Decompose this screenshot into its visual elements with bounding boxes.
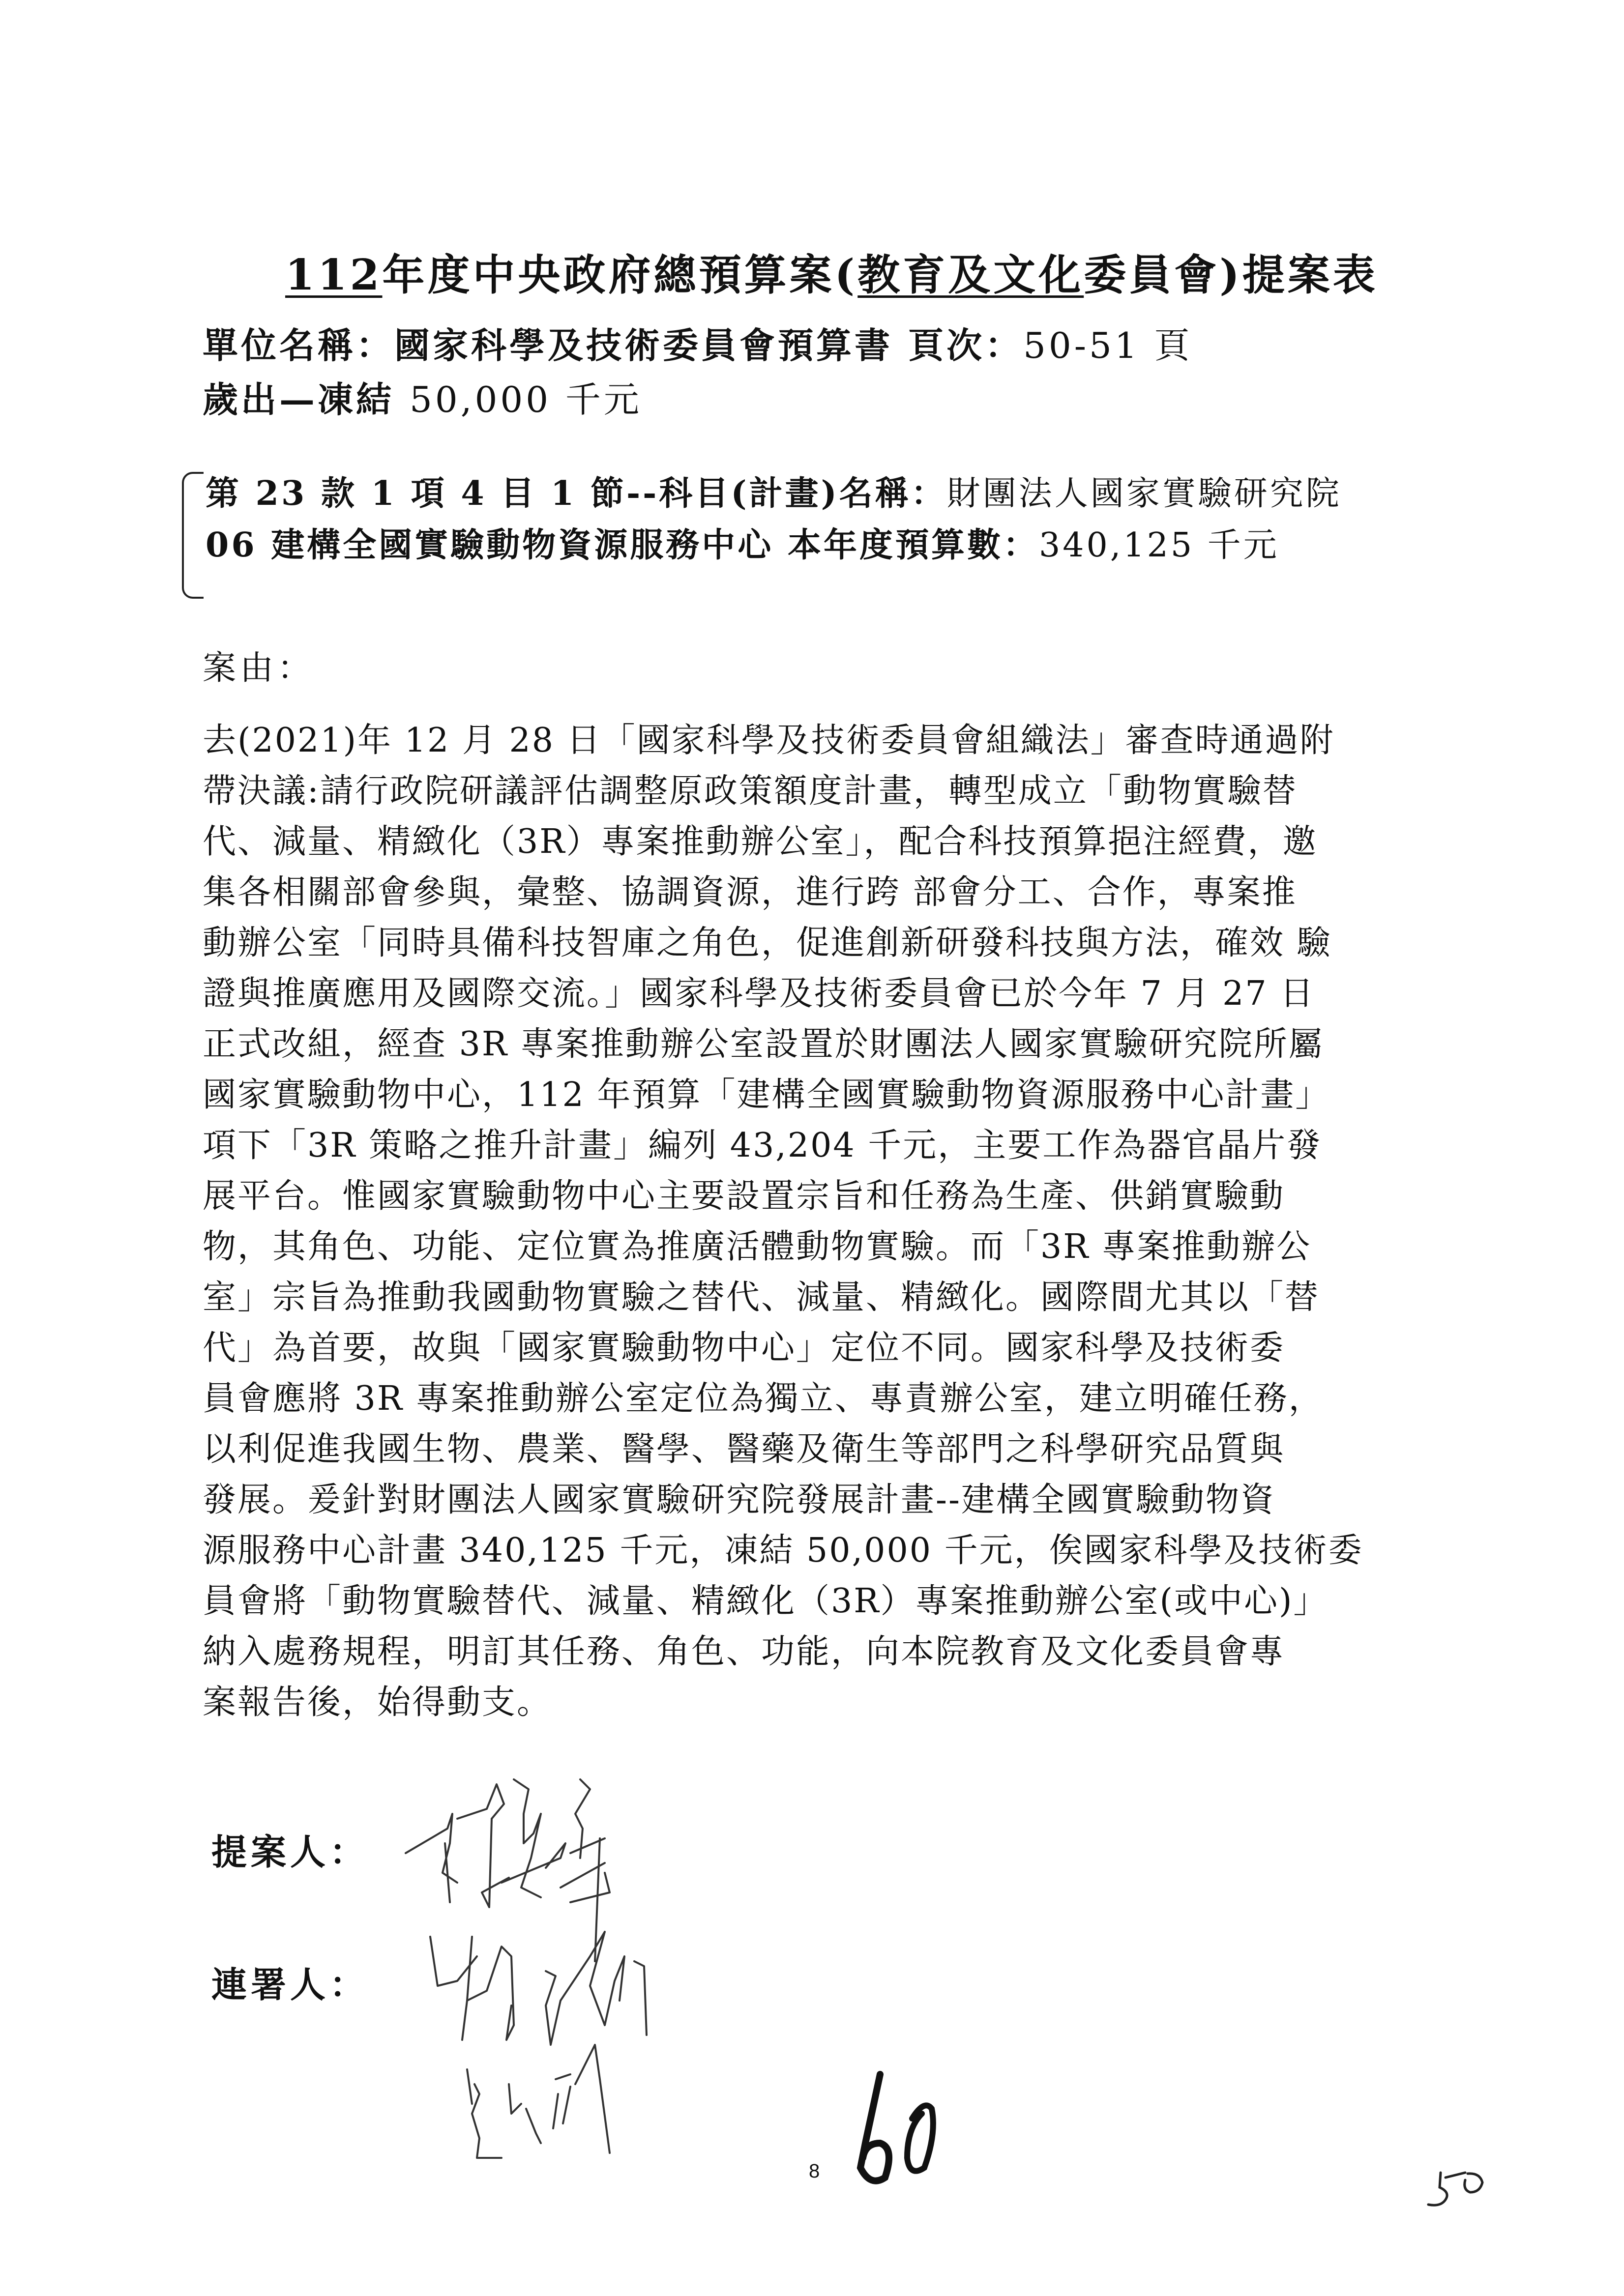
item-line-1 (206, 467, 1342, 515)
reason-line: 代」為首要，故與「國家實驗動物中心」定位不同。國家科學及技術委 (203, 1329, 1285, 1367)
reason-line: 源服務中心計畫 340,125 千元，凍結 50,000 千元，俟國家科學及技術委 (203, 1531, 1363, 1570)
reason-line: 展平台。惟國家實驗動物中心主要設置宗旨和任務為生產、供銷實驗動 (203, 1177, 1285, 1216)
title-middle: 年度中央政府總預算案( (382, 250, 858, 300)
title-committee: 教育及文化 (857, 250, 1084, 300)
reason-line: 帶決議:請行政院研議評估調整原政策額度計畫，轉型成立「動物實驗替 (203, 772, 1298, 811)
reason-line: 集各相關部會參與，彙整、協調資源，進行跨 部會分工、合作，專案推 (203, 873, 1297, 912)
expense-amount: 50,000 千元 (410, 379, 642, 420)
item-line2-value: 340,125 千元 (1038, 526, 1279, 565)
reason-line: 國家實驗動物中心，112 年預算「建構全國實驗動物資源服務中心計畫」 (203, 1075, 1330, 1114)
item-line1-label: 第 23 款 1 項 4 目 1 節--科目(計畫)名稱： (206, 474, 947, 513)
cosigner-label: 連署人： (211, 1964, 369, 2005)
reason-line: 員會將「動物實驗替代、減量、精緻化（3R）專案推動辦公室(或中心)」 (203, 1582, 1329, 1621)
reason-line: 項下「3R 策略之推升計畫」編列 43,204 千元，主要工作為器官晶片發 (203, 1126, 1322, 1165)
item-line-2 (206, 519, 1279, 566)
reason-line: 發展。爰針對財團法人國家實驗研究院發展計畫--建構全國實驗動物資 (203, 1481, 1275, 1519)
expense-line (203, 371, 642, 422)
cosigner-signature-2 (452, 2040, 708, 2168)
pages-value: 50-51 頁 (1023, 325, 1193, 366)
reason-line: 物，其角色、功能、定位實為推廣活體動物實驗。而「3R 專案推動辦公 (203, 1227, 1312, 1266)
reason-line: 證與推廣應用及國際交流。」國家科學及技術委員會已於今年 7 月 27 日 (203, 974, 1315, 1013)
reason-line: 案報告後，始得動支。 (203, 1683, 552, 1722)
unit-line (203, 317, 1193, 368)
reason-line: 去(2021)年 12 月 28 日「國家科學及技術委員會組織法」審查時通過附 (203, 721, 1335, 760)
item-line1-value: 財團法人國家實驗研究院 (946, 474, 1342, 513)
title-end: 委員會)提案表 (1084, 250, 1378, 300)
reason-line: 室」宗旨為推動我國動物實驗之替代、減量、精緻化。國際間尤其以「替 (203, 1278, 1320, 1317)
reason-line: 納入處務規程，明訂其任務、角色、功能，向本院教育及文化委員會專 (203, 1632, 1285, 1671)
reason-line: 動辦公室「同時具備科技智庫之角色，促進創新研發科技與方法，確效 驗 (203, 924, 1332, 962)
unit-label: 單位名稱：國家科學及技術委員會預算書 (203, 324, 893, 366)
reason-line: 員會應將 3R 專案推動辦公室定位為獨立、專責辦公室，建立明確任務， (203, 1379, 1324, 1418)
page-title (285, 241, 1378, 302)
reason-line: 正式改組，經查 3R 專案推動辦公室設置於財團法人國家實驗研究院所屬 (203, 1025, 1324, 1064)
title-year: 112 (285, 250, 383, 300)
reason-label: 案由： (203, 649, 315, 688)
reason-line: 代、減量、精緻化（3R）專案推動辦公室」，配合科技預算挹注經費，邀 (203, 822, 1318, 861)
proposer-label: 提案人： (211, 1831, 369, 1873)
handwritten-mark-50 (1426, 2168, 1505, 2222)
item-line2-label: 06 建構全國實驗動物資源服務中心 本年度預算數： (206, 525, 1039, 565)
pages-label: 頁次： (908, 324, 1024, 366)
handwritten-mark-60 (826, 2069, 954, 2187)
page-number: 8 (809, 2160, 820, 2182)
reason-line: 以利促進我國生物、農業、醫學、醫藥及衛生等部門之科學研究品質與 (203, 1430, 1285, 1469)
reason-body (203, 715, 1432, 1728)
item-bracket (182, 472, 204, 599)
cosigner-signature-1 (428, 1927, 703, 2055)
expense-label: 歲出—凍結 (203, 378, 395, 420)
